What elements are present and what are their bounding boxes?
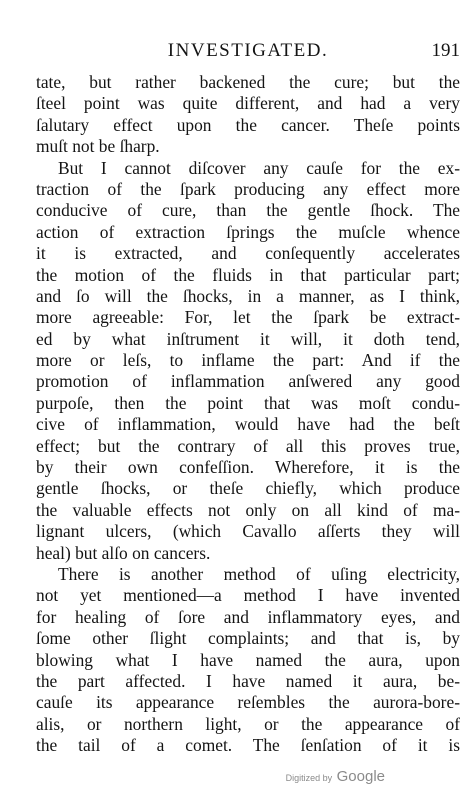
- text-line: There is another method of uſing electricity,: [58, 563, 460, 584]
- running-head: INVESTIGATED.: [167, 40, 329, 61]
- page-header: [36, 40, 460, 66]
- text-line: blowing what I have named the aura, upon: [36, 649, 460, 670]
- text-line: lignant ulcers, (which Cavallo aſſerts they will: [36, 521, 460, 542]
- text-line: more agreeable: For, let the ſpark be extract-: [36, 307, 460, 328]
- text-line: by their own confeſſion. Wherefore, it is the: [36, 457, 460, 478]
- watermark-brand: Google: [336, 768, 385, 785]
- text-line: But I cannot diſcover any cauſe for the ex-: [58, 157, 460, 178]
- text-line: tate, but rather backened the cure; but the: [36, 72, 460, 92]
- text-line: effect; but the contrary of all this proves true,: [36, 435, 460, 456]
- text-line: ſteel point was quite different, and had a very: [36, 93, 460, 114]
- text-line: cauſe its appearance reſembles the aurora-bore-: [36, 692, 460, 713]
- text-line: more or leſs, to inflame the part: And if the: [36, 350, 460, 371]
- text-line: the motion of the fluids in that particular part;: [36, 264, 460, 285]
- text-line: promotion of inflammation anſwered any good: [36, 371, 460, 392]
- text-line: for healing of ſore and inflammatory eyes, and: [36, 606, 460, 627]
- text-line: muſt not be ſharp.: [36, 136, 160, 157]
- text-line: heal) but alſo on cancers.: [36, 542, 211, 563]
- text-line: it is extracted, and conſequently accelerates: [36, 243, 460, 264]
- text-line: the tail of a comet. The ſenſation of it is: [36, 735, 460, 756]
- text-line: cive of inflammation, would have had the beſt: [36, 414, 460, 435]
- text-line: gentle ſhocks, or theſe chiefly, which produce: [36, 478, 460, 499]
- text-line: the valuable effects not only on all kind of ma-: [36, 499, 460, 520]
- page-number: 191: [431, 40, 460, 61]
- body-text: [36, 72, 460, 757]
- text-line: conducive of cure, than the gentle ſhock. The: [36, 200, 460, 221]
- watermark-prefix: Digitized by: [285, 773, 333, 783]
- text-line: ed by what inſtrument it will, it doth tend,: [36, 328, 460, 349]
- digitization-watermark: [286, 768, 385, 786]
- text-line: not yet mentioned—a method I have invented: [36, 585, 460, 606]
- text-line: traction of the ſpark producing any effect more: [36, 178, 460, 199]
- text-line: action of extraction ſprings the muſcle whence: [36, 221, 460, 242]
- text-line: ſalutary effect upon the cancer. Theſe points: [36, 114, 460, 135]
- text-line: ſome other ſlight complaints; and that is, by: [36, 628, 460, 649]
- text-line: and ſo will the ſhocks, in a manner, as I think,: [36, 285, 460, 306]
- text-line: alis, or northern light, or the appearance of: [36, 713, 460, 734]
- text-line: purpoſe, then the point that was moſt condu-: [36, 392, 460, 413]
- text-line: the part affected. I have named it aura, be-: [36, 670, 460, 691]
